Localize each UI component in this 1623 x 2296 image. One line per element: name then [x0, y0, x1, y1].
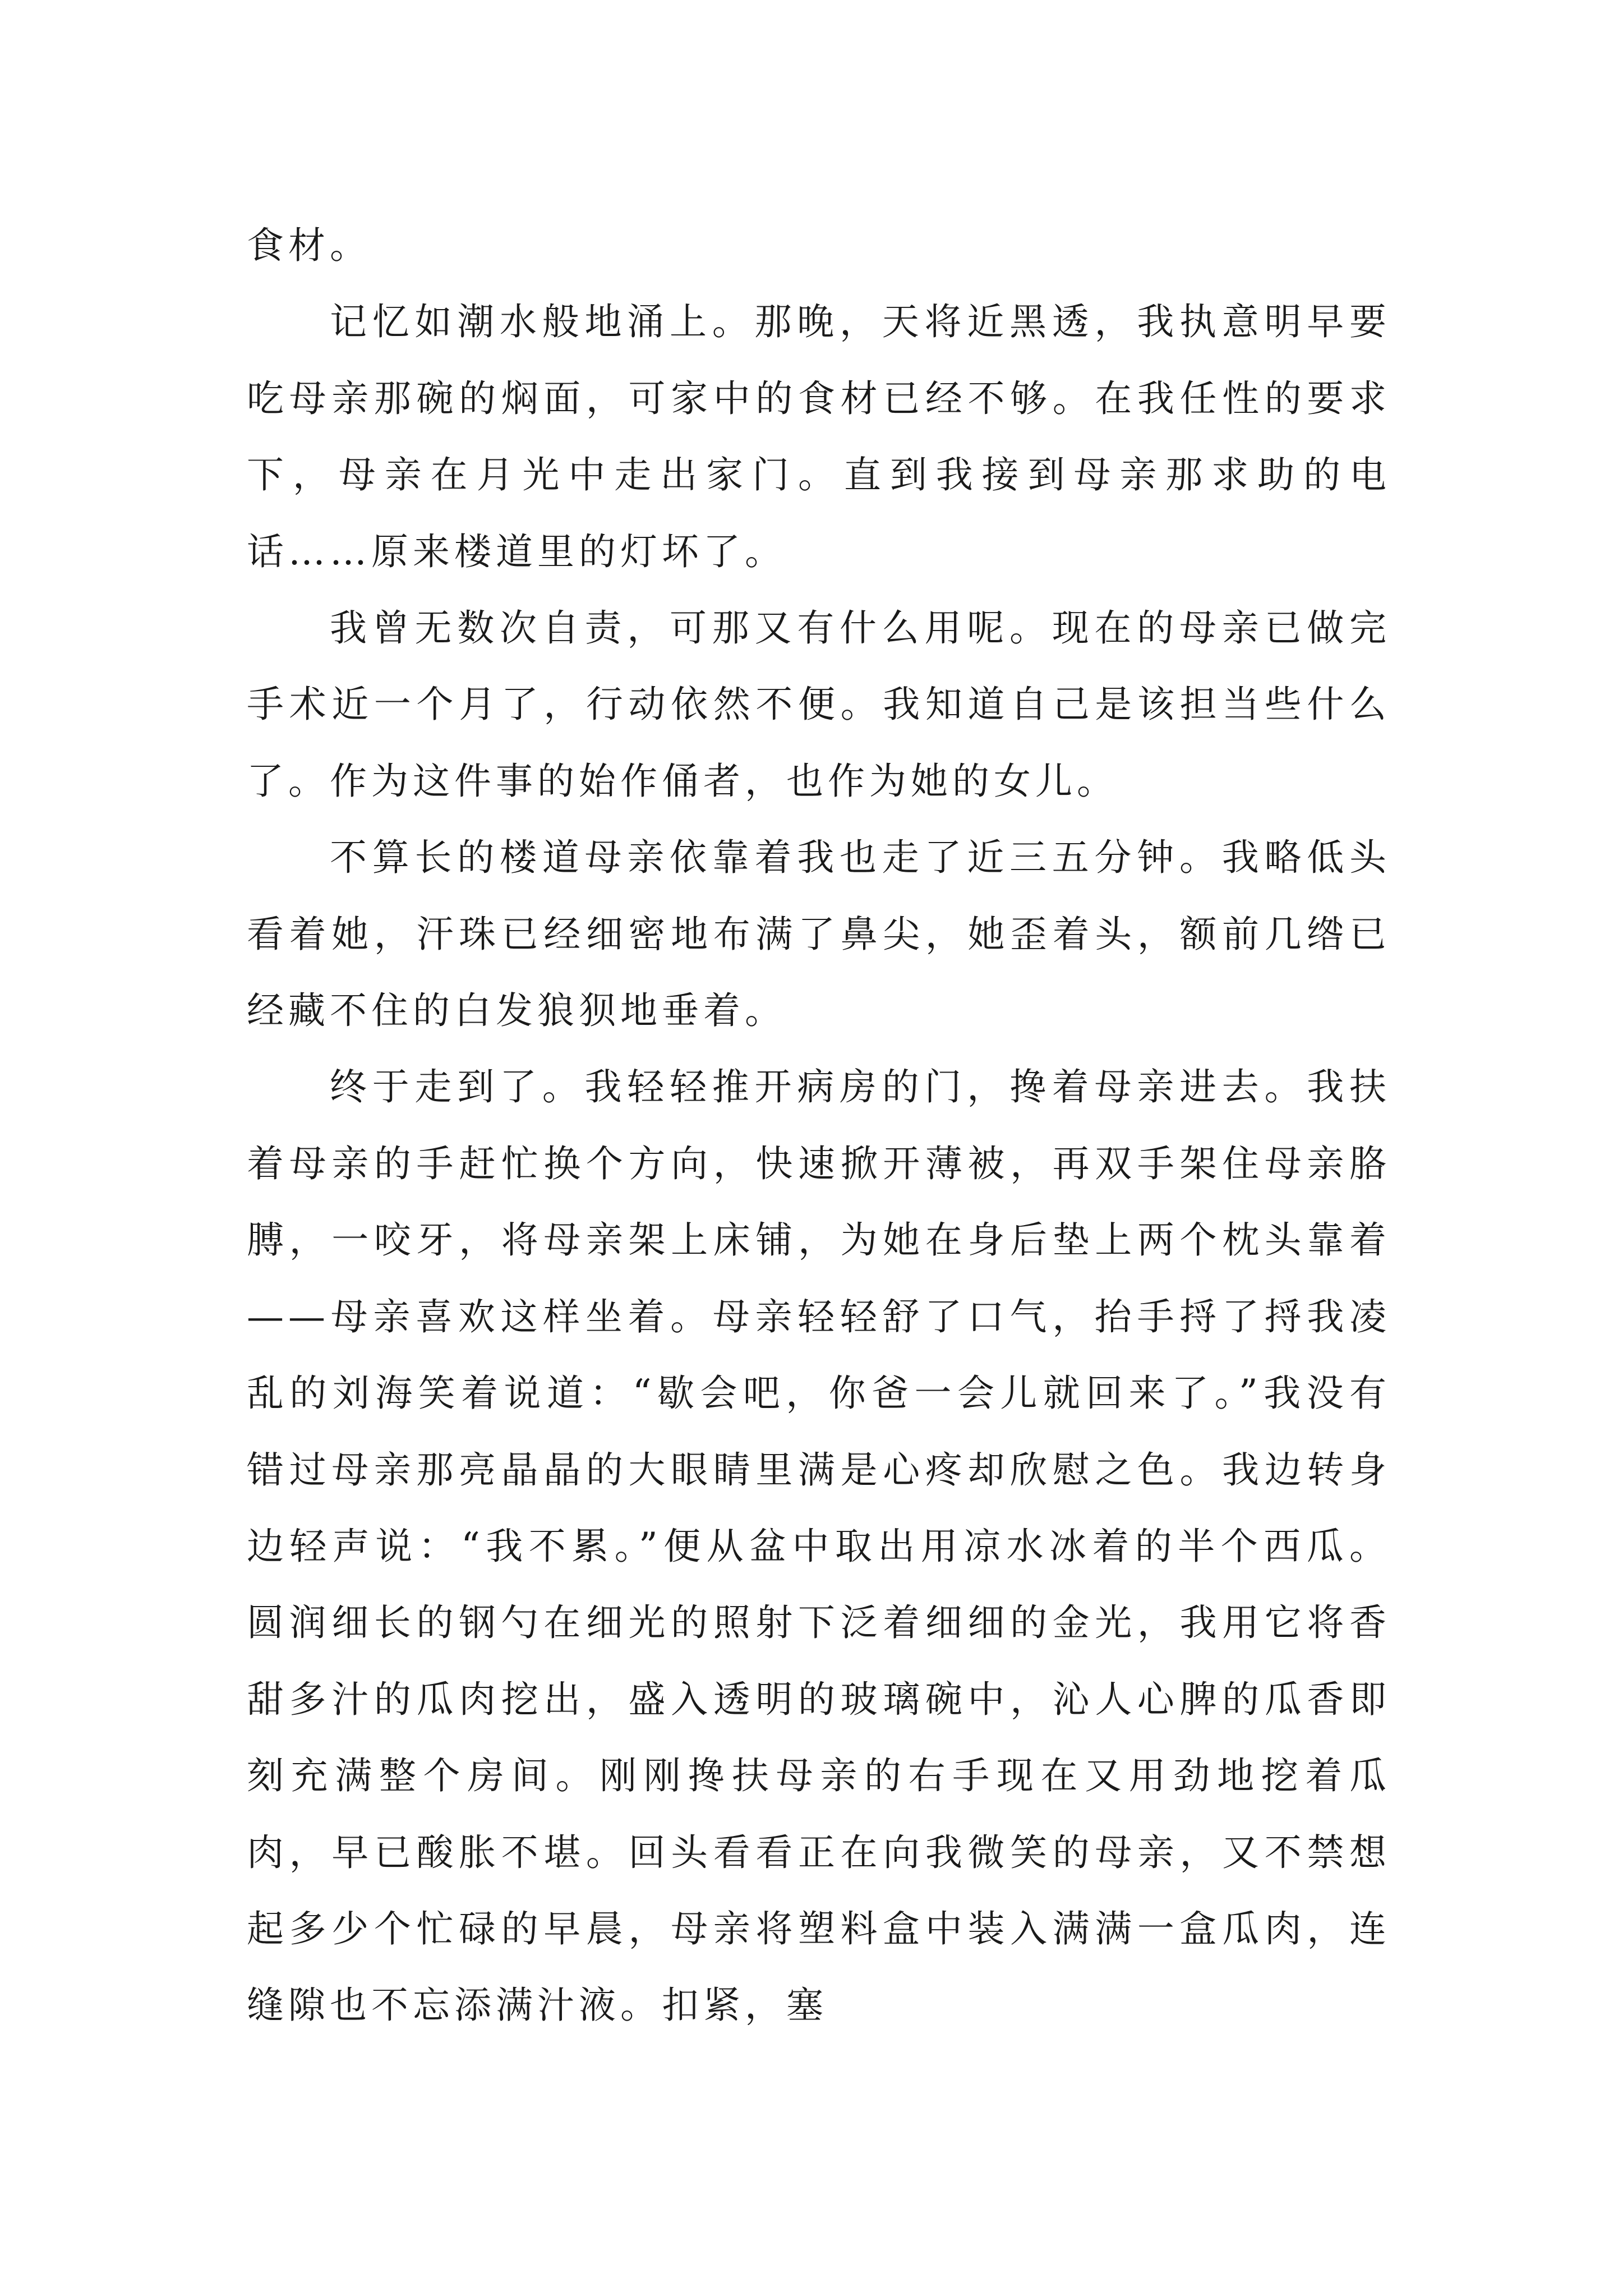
text-line: 中，沁人心脾的瓜香即刻充满整个房间。刚刚搀扶母亲的右: [247, 1677, 1391, 1798]
text-line: 要求下，母亲在月光中走出家门。直到我接到母亲那求助的: [247, 376, 1391, 497]
text-line: 之色。我边转身边轻声说：“我不累。”便从盆中取出用凉水: [247, 1448, 1391, 1568]
text-line: 不算长的楼道母亲依靠着我也走了近三五分钟。我略低: [330, 836, 1349, 880]
paragraph: [247, 590, 1391, 820]
text-line: 手现在又用劲地挖着瓜肉，早已酸胀不堪。回头看看正在向: [247, 1754, 1391, 1874]
text-line: 了捋我凌乱的刘海笑着说道：“歇会吧，你爸一会儿就回来: [247, 1295, 1391, 1415]
text-line: 扶着母亲的手赶忙换个方向，快速掀开薄被，再双手架住母: [247, 1065, 1391, 1185]
text-line: 终于走到了。我轻轻推开病房的门，搀着母亲进去。我: [330, 1065, 1349, 1109]
text-line: 食材。: [247, 224, 371, 267]
text-line: 的金光，我用它将香甜多汁的瓜肉挖出，盛入透明的玻璃碗: [247, 1601, 1391, 1721]
paragraph: [247, 284, 1391, 590]
paragraph: [247, 208, 1391, 284]
text-line: 电话……原来楼道里的灯坏了。: [247, 453, 1391, 573]
text-line: 完手术近一个月了，行动依然不便。我知道自己是该担当些: [247, 606, 1391, 726]
text-line: 盒中装入满满一盒瓜肉，连缝隙也不忘添满汁液。扣紧，塞: [247, 1907, 1391, 2027]
text-line: 头看着她，汗珠已经细密地布满了鼻尖，她歪着头，额前几: [247, 836, 1391, 956]
text-line: 我曾无数次自责，可那又有什么用呢。现在的母亲已做: [330, 606, 1349, 650]
text-line: 什么了。作为这件事的始作俑者，也作为她的女儿。: [247, 683, 1391, 803]
text-line: 亲胳膊，一咬牙，将母亲架上床铺，为她在身后垫上两个枕: [247, 1142, 1391, 1262]
body-text: [247, 208, 1391, 2044]
text-line: 要吃母亲那碗的焖面，可家中的食材已经不够。在我任性的: [247, 300, 1391, 420]
text-line: 冰着的半个西瓜。圆润细长的钢勺在细光的照射下泛着细细: [247, 1524, 1391, 1645]
paragraph: [247, 1049, 1391, 2044]
text-line: 记忆如潮水般地涌上。那晚，天将近黑透，我执意明早: [330, 300, 1349, 344]
text-line: 我微笑的母亲，又不禁想起多少个忙碌的早晨，母亲将塑料: [247, 1830, 1391, 1950]
text-line: 了。”我没有错过母亲那亮晶晶的大眼睛里满是心疼却欣慰: [247, 1372, 1391, 1492]
text-line: 绺已经藏不住的白发狼狈地垂着。: [247, 912, 1391, 1033]
paragraph: [247, 820, 1391, 1049]
text-line: 头靠着——母亲喜欢这样坐着。母亲轻轻舒了口气，抬手捋: [247, 1218, 1391, 1338]
